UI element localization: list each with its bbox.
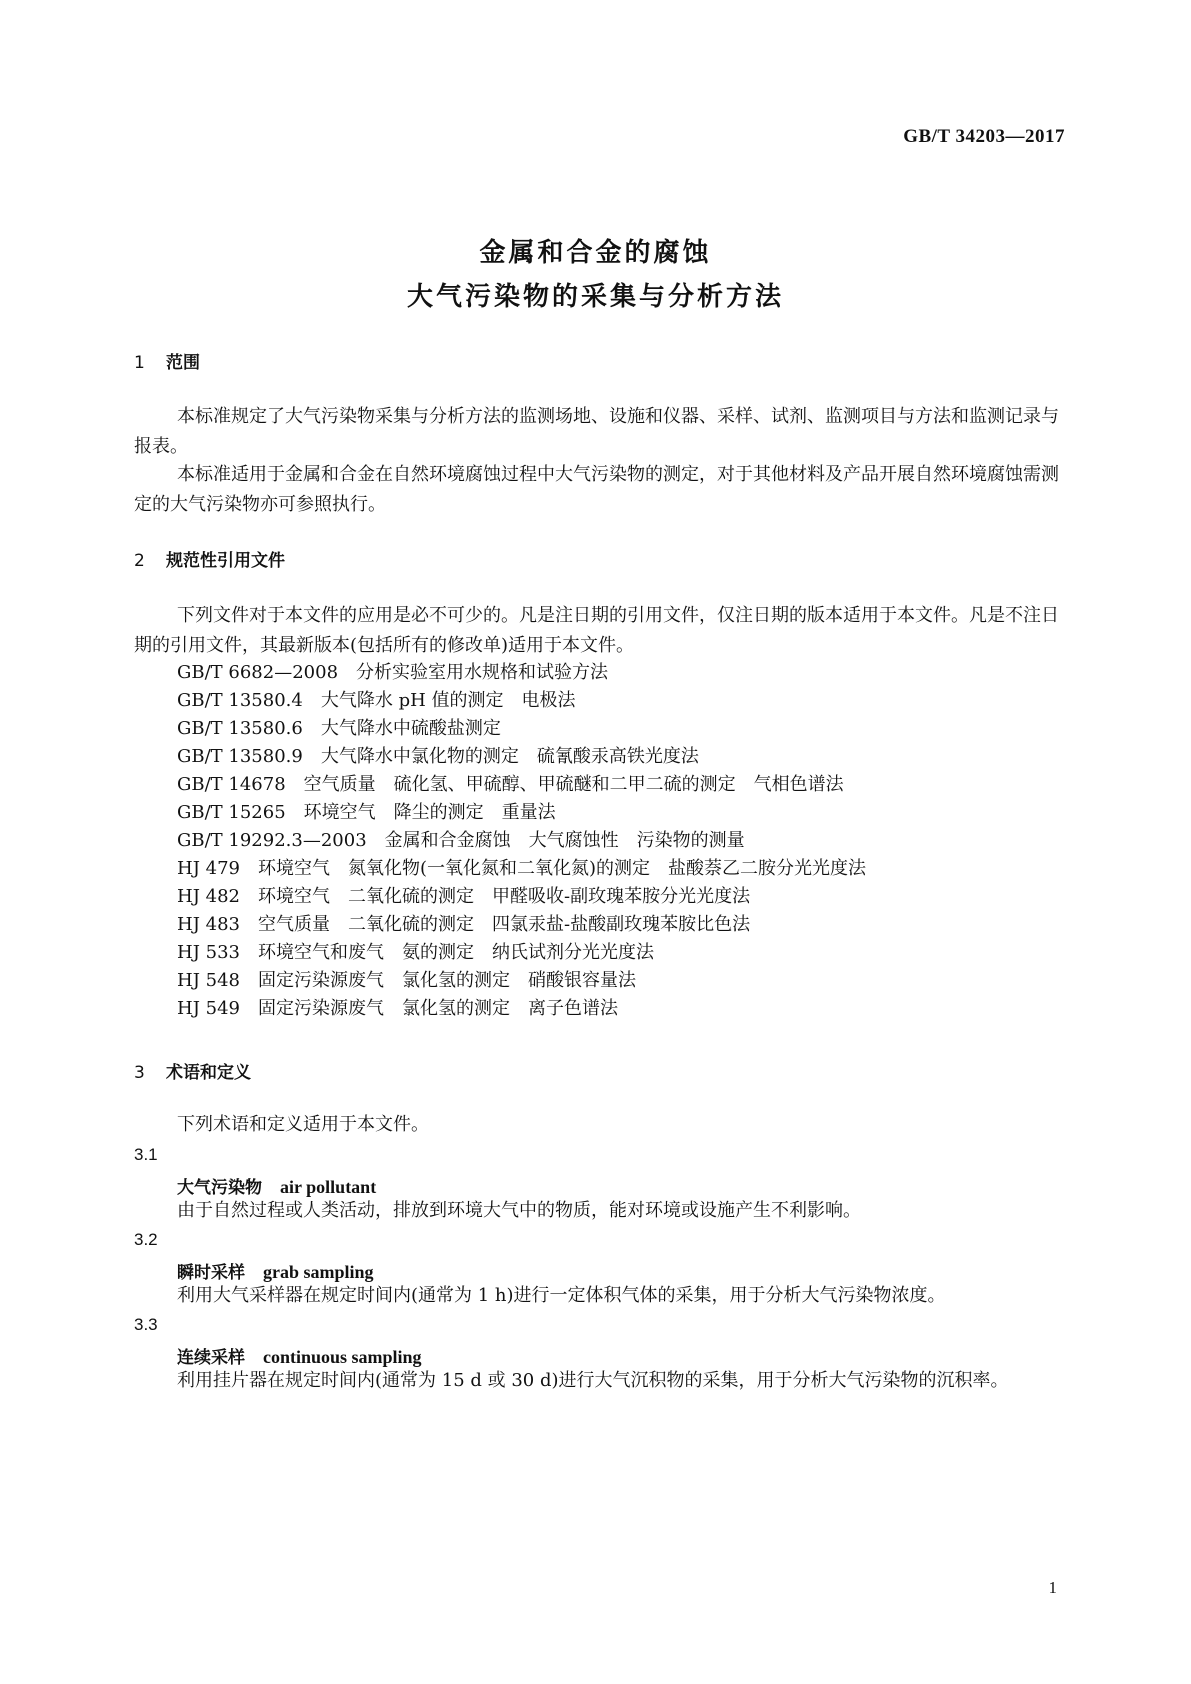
reference-item bbox=[177, 994, 618, 1024]
reference-code: GB/T 13580.4 bbox=[177, 690, 303, 711]
section-1-paragraph-1: 本标准规定了大气污染物采集与分析方法的监测场地、设施和仪器、采样、试剂、监测项目与方法和监测记录与报表。 bbox=[134, 406, 1059, 457]
reference-code: GB/T 13580.9 bbox=[177, 746, 303, 767]
section-3-intro: 下列术语和定义适用于本文件。 bbox=[177, 1114, 429, 1135]
reference-title: 大气降水中硫酸盐测定 bbox=[320, 718, 501, 739]
reference-code: GB/T 6682—2008 bbox=[177, 662, 339, 683]
reference-code: HJ 482 bbox=[177, 886, 240, 907]
term-definition: 由于自然过程或人类活动，排放到环境大气中的物质，能对环境或设施产生不利影响。 bbox=[177, 1200, 861, 1221]
section-2-intro: 下列文件对于本文件的应用是必不可少的。凡是注日期的引用文件，仅注日期的版本适用于本文件。凡是不注日期的引用文件，其最新版本(包括所有的修改单)适用于本文件。 bbox=[134, 605, 1059, 656]
reference-title: 分析实验室用水规格和试验方法 bbox=[356, 662, 609, 683]
reference-item bbox=[177, 854, 866, 884]
reference-item bbox=[177, 826, 745, 856]
reference-item bbox=[177, 966, 636, 996]
reference-item bbox=[177, 910, 750, 940]
reference-item bbox=[177, 798, 556, 828]
section-title: 规范性引用文件 bbox=[166, 551, 285, 571]
reference-title: 环境空气和废气 氨的测定 纳氏试剂分光光度法 bbox=[258, 942, 654, 963]
standard-number: GB/T 34203—2017 bbox=[903, 126, 1065, 147]
reference-title: 金属和合金腐蚀 大气腐蚀性 污染物的测量 bbox=[384, 830, 745, 851]
section-1-paragraph-2: 本标准适用于金属和合金在自然环境腐蚀过程中大气污染物的测定，对于其他材料及产品开展自然环境腐蚀需测定的大气污染物亦可参照执行。 bbox=[134, 464, 1059, 515]
page-number: 1 bbox=[1048, 1578, 1057, 1597]
reference-code: HJ 549 bbox=[177, 998, 240, 1019]
reference-item bbox=[177, 882, 750, 912]
reference-title: 空气质量 硫化氢、甲硫醇、甲硫醚和二甲二硫的测定 气相色谱法 bbox=[303, 774, 844, 795]
reference-title: 环境空气 氮氧化物(一氧化氮和二氧化氮)的测定 盐酸萘乙二胺分光光度法 bbox=[258, 858, 867, 879]
reference-code: GB/T 14678 bbox=[177, 774, 286, 795]
section-number: 3 bbox=[134, 1063, 145, 1083]
reference-code: GB/T 13580.6 bbox=[177, 718, 303, 739]
reference-title: 固定污染源废气 氯化氢的测定 离子色谱法 bbox=[258, 998, 618, 1019]
reference-code: HJ 533 bbox=[177, 942, 240, 963]
term-name-zh: 瞬时采样 bbox=[177, 1263, 245, 1283]
reference-item bbox=[177, 770, 844, 800]
reference-item bbox=[177, 658, 608, 688]
section-number: 2 bbox=[134, 551, 145, 571]
term-definition: 利用大气采样器在规定时间内(通常为 1 h)进行一定体积气体的采集，用于分析大气污染物浓度。 bbox=[177, 1285, 946, 1306]
term-name-en: grab sampling bbox=[263, 1262, 374, 1282]
term-name bbox=[177, 1173, 376, 1198]
term-definition: 利用挂片器在规定时间内(通常为 15 d 或 30 d)进行大气沉积物的采集，用于分析大气污染物的沉积率。 bbox=[177, 1370, 1009, 1391]
reference-title: 大气降水 pH 值的测定 电极法 bbox=[320, 690, 576, 711]
section-title: 范围 bbox=[166, 353, 200, 373]
term-number: 3.3 bbox=[134, 1315, 158, 1334]
reference-code: GB/T 15265 bbox=[177, 802, 286, 823]
section-3-heading bbox=[134, 1058, 251, 1083]
term-name-zh: 大气污染物 bbox=[177, 1178, 262, 1198]
reference-code: GB/T 19292.3—2003 bbox=[177, 830, 367, 851]
reference-title: 固定污染源废气 氯化氢的测定 硝酸银容量法 bbox=[258, 970, 636, 991]
reference-item bbox=[177, 714, 501, 744]
reference-title: 环境空气 降尘的测定 重量法 bbox=[303, 802, 556, 823]
document-title-line-2: 大气污染物的采集与分析方法 bbox=[406, 282, 784, 312]
reference-title: 空气质量 二氧化硫的测定 四氯汞盐-盐酸副玫瑰苯胺比色法 bbox=[258, 914, 751, 935]
reference-code: HJ 548 bbox=[177, 970, 240, 991]
section-2-heading bbox=[134, 546, 285, 571]
reference-code: HJ 483 bbox=[177, 914, 240, 935]
term-name-en: continuous sampling bbox=[263, 1347, 422, 1367]
document-title-line-1: 金属和合金的腐蚀 bbox=[479, 238, 712, 268]
term-name-zh: 连续采样 bbox=[177, 1348, 245, 1368]
section-1-heading bbox=[134, 348, 200, 373]
section-number: 1 bbox=[134, 353, 145, 373]
term-name bbox=[177, 1343, 422, 1368]
reference-title: 环境空气 二氧化硫的测定 甲醛吸收-副玫瑰苯胺分光光度法 bbox=[258, 886, 751, 907]
section-title: 术语和定义 bbox=[166, 1063, 251, 1083]
term-number: 3.2 bbox=[134, 1230, 158, 1249]
reference-title: 大气降水中氯化物的测定 硫氰酸汞高铁光度法 bbox=[320, 746, 699, 767]
term-number: 3.1 bbox=[134, 1145, 158, 1164]
reference-item bbox=[177, 938, 654, 968]
term-name bbox=[177, 1258, 374, 1283]
term-name-en: air pollutant bbox=[280, 1177, 377, 1197]
reference-item bbox=[177, 686, 576, 716]
reference-item bbox=[177, 742, 699, 772]
reference-code: HJ 479 bbox=[177, 858, 240, 879]
